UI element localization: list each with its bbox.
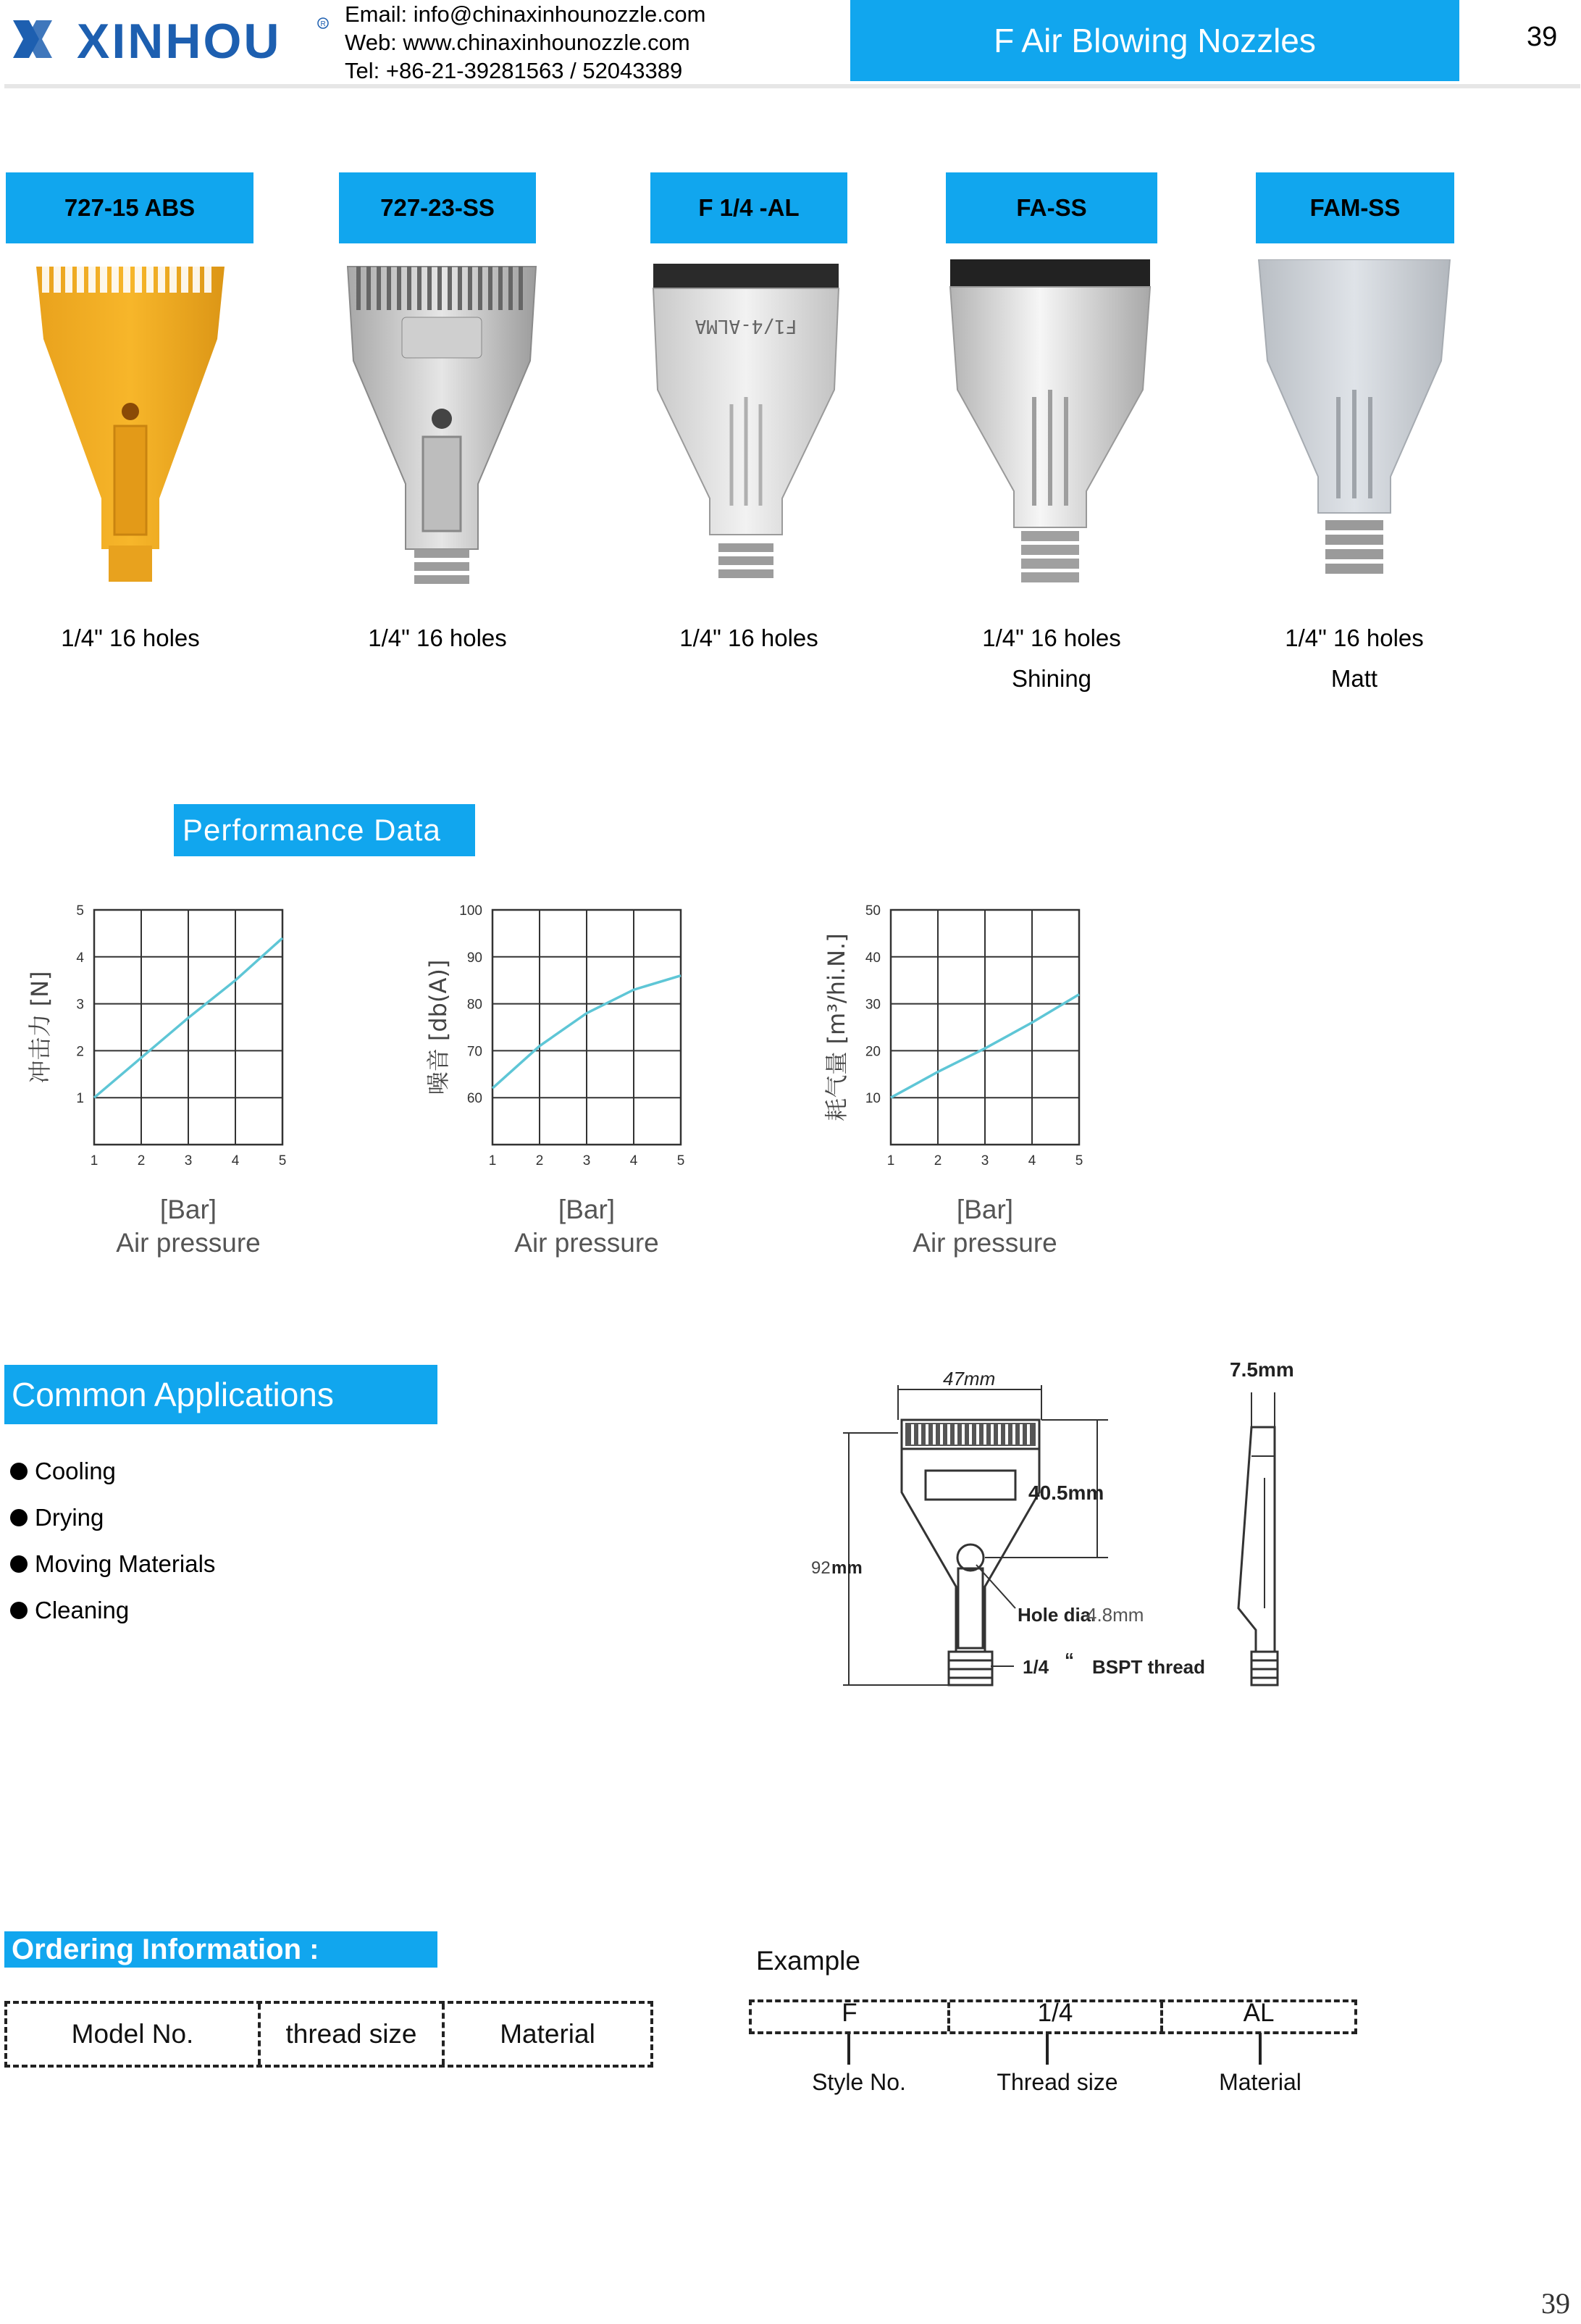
product-image-727-23-ss (333, 259, 550, 597)
width-dimension: 47mm (943, 1368, 996, 1389)
finish-fa-ss: Shining (1011, 665, 1092, 692)
y-tick-label: 10 (865, 1091, 881, 1107)
brand-text: XINHOU (77, 14, 282, 69)
product-image-fam-ss (1246, 259, 1463, 597)
x-tick-label: 5 (676, 1153, 685, 1169)
tab-727-15-abs[interactable]: 727-15 ABS (6, 172, 253, 243)
dimension-drawing (811, 1347, 1333, 1739)
web-text: Web: www.chinaxinhounozzle.com (345, 30, 690, 55)
bullet-icon (10, 1555, 28, 1573)
y-axis-label: 耗气量 [m³/hi.N.] (823, 933, 850, 1121)
x-tick-label: 2 (137, 1153, 146, 1169)
chart-noise (420, 884, 826, 1261)
y-tick-label: 3 (76, 997, 84, 1013)
x-tick-label: 3 (981, 1153, 989, 1169)
bullet-icon (10, 1602, 28, 1619)
x-axis-label: Air pressure (913, 1228, 1057, 1258)
spec-727-15-abs: 1/4" 16 holes (61, 624, 200, 651)
application-item: Cleaning (10, 1597, 129, 1624)
application-item: Drying (10, 1504, 104, 1531)
x-tick-label: 5 (278, 1153, 287, 1169)
height-dimension-unit: mm (831, 1558, 863, 1578)
example-material: AL (1243, 1999, 1275, 2027)
x-axis-label: Air pressure (514, 1228, 659, 1258)
svg-text:R: R (320, 20, 326, 28)
x-axis-unit: [Bar] (558, 1195, 616, 1224)
x-tick-label: 1 (488, 1153, 497, 1169)
y-tick-label: 100 (459, 903, 482, 919)
order-column-model: Model No. (7, 2004, 261, 2065)
y-tick-label: 5 (76, 903, 84, 919)
thread-label: BSPT thread (1092, 1656, 1206, 1678)
chart-impact-force (22, 884, 427, 1261)
height-dimension-value: 92 (811, 1558, 831, 1578)
product-image-f-1-4-al (637, 259, 855, 597)
x-axis-label: Air pressure (116, 1228, 261, 1258)
example-connectors (749, 2033, 1357, 2069)
y-axis-label: 噪音 [db(A)] (424, 959, 452, 1095)
y-tick-label: 50 (865, 903, 881, 919)
tab-fam-ss[interactable]: FAM-SS (1256, 172, 1454, 243)
spec-727-23-ss: 1/4" 16 holes (368, 624, 507, 651)
x-tick-label: 4 (1028, 1153, 1036, 1169)
example-style: F (752, 2002, 950, 2031)
thread-quote: “ (1065, 1649, 1074, 1671)
ordering-table (4, 2001, 653, 2068)
x-tick-label: 4 (231, 1153, 240, 1169)
y-tick-label: 30 (865, 997, 881, 1013)
y-tick-label: 90 (466, 950, 482, 966)
spec-fa-ss: 1/4" 16 holes (982, 624, 1121, 651)
x-axis-unit: [Bar] (159, 1195, 217, 1224)
y-tick-label: 1 (76, 1091, 84, 1107)
finish-fam-ss: Matt (1330, 665, 1378, 692)
y-tick-label: 4 (76, 950, 84, 966)
example-thread: 1/4 (950, 2002, 1163, 2031)
order-column-thread: thread size (261, 2004, 445, 2065)
order-column-material: Material (500, 2019, 595, 2049)
page-number-bottom: 39 (1541, 2287, 1570, 2320)
hole-label: Hole dia. (1018, 1604, 1096, 1626)
bullet-icon (10, 1509, 28, 1526)
y-tick-label: 60 (466, 1091, 482, 1107)
y-tick-label: 40 (865, 950, 881, 966)
y-axis-label: 冲击力 [N] (26, 971, 54, 1084)
tab-f-1-4-al[interactable]: F 1/4 -AL (650, 172, 847, 243)
x-tick-label: 1 (90, 1153, 98, 1169)
example-caption-style: Style No. (812, 2069, 906, 2095)
thread-size: 1/4 (1023, 1656, 1049, 1678)
product-image-fa-ss (942, 259, 1159, 597)
chart-air-consumption (818, 884, 1224, 1261)
x-axis-unit: [Bar] (956, 1195, 1014, 1224)
y-tick-label: 80 (466, 997, 482, 1013)
example-label: Example (756, 1946, 860, 1976)
x-tick-label: 3 (582, 1153, 591, 1169)
x-tick-label: 3 (184, 1153, 193, 1169)
header-divider (4, 84, 1580, 88)
tab-727-23-ss[interactable]: 727-23-SS (339, 172, 536, 243)
example-code-box (749, 1999, 1357, 2034)
product-image-727-15-abs (22, 259, 239, 597)
y-tick-label: 20 (865, 1044, 881, 1060)
page-number-top: 39 (1527, 22, 1558, 52)
x-tick-label: 4 (629, 1153, 638, 1169)
x-tick-label: 1 (886, 1153, 895, 1169)
x-tick-label: 2 (535, 1153, 544, 1169)
spec-f-1-4-al: 1/4" 16 holes (679, 624, 818, 651)
ordering-information-header: Ordering Information : (4, 1931, 437, 1968)
page-title: F Air Blowing Nozzles (850, 0, 1459, 81)
spec-fam-ss: 1/4" 16 holes (1285, 624, 1424, 651)
depth-dimension: 40.5mm (1028, 1481, 1104, 1504)
tel-text: Tel: +86-21-39281563 / 52043389 (345, 58, 683, 83)
example-caption-thread: Thread size (997, 2069, 1118, 2095)
x-tick-label: 2 (934, 1153, 942, 1169)
thickness-dimension: 7.5mm (1230, 1358, 1294, 1381)
application-item: Moving Materials (10, 1550, 215, 1578)
application-item: Cooling (10, 1458, 116, 1485)
x-tick-label: 5 (1075, 1153, 1083, 1169)
xinhou-logo (10, 13, 329, 71)
hole-value: 4.8mm (1086, 1604, 1144, 1626)
contact-block (345, 0, 705, 85)
tab-fa-ss[interactable]: FA-SS (946, 172, 1157, 243)
common-applications-header: Common Applications (4, 1365, 437, 1424)
email-text: Email: info@chinaxinhounozzle.com (345, 1, 706, 27)
y-tick-label: 70 (466, 1044, 482, 1060)
bullet-icon (10, 1463, 28, 1480)
example-caption-material: Material (1219, 2069, 1301, 2095)
engraving-text: F1/4-ALMA (695, 315, 797, 337)
y-tick-label: 2 (76, 1044, 84, 1060)
performance-data-badge: Performance Data (174, 804, 475, 856)
